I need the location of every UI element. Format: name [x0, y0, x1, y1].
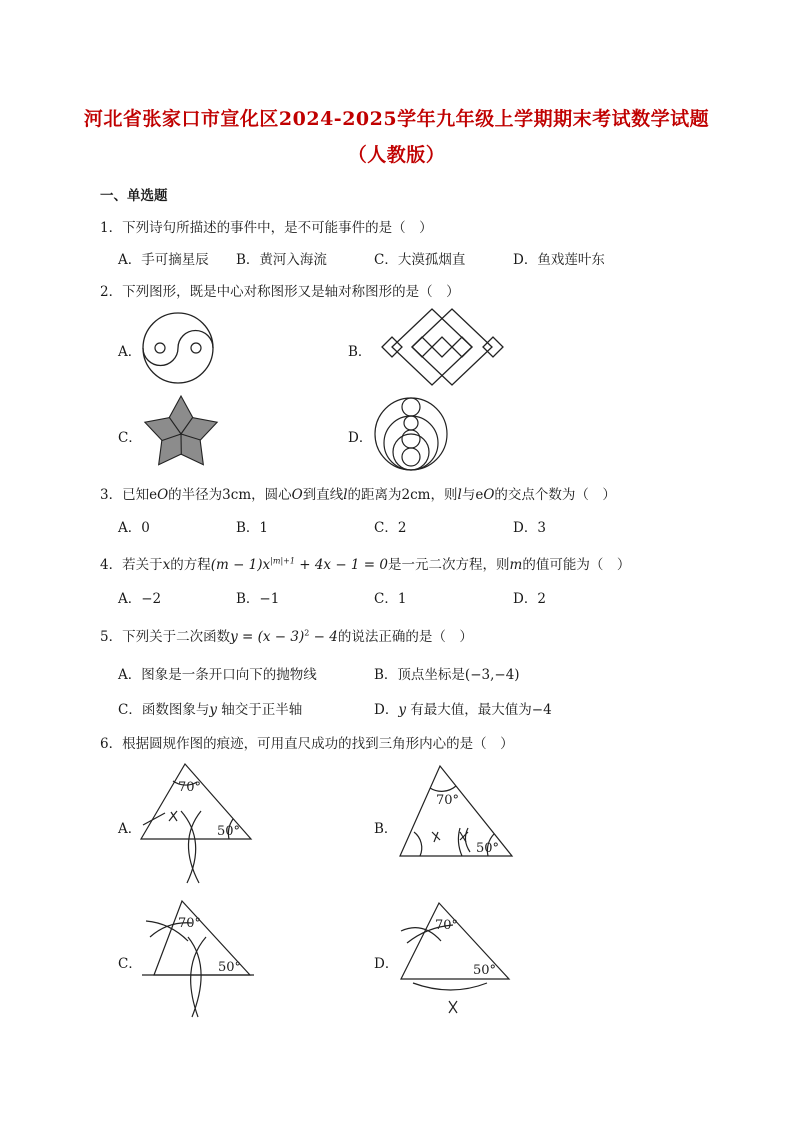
angle-label-right: 50° — [473, 963, 497, 978]
q5-option-a: A．图象是一条开口向下的抛物线 — [118, 667, 317, 683]
q3-option-b: B．1 — [236, 520, 269, 536]
q4-option-c: C．1 — [374, 591, 407, 607]
q4-option-a: A．−2 — [118, 591, 162, 607]
diamond-chain-figure — [370, 308, 515, 388]
triangle-figure-a — [135, 755, 265, 887]
question-3-stem: 3．已知eO的半径为3cm，圆心O到直线l的距离为2cm，则l与eO的交点个数为（ ） — [100, 487, 616, 503]
question-4-stem: 4．若关于x的方程$(m - 1)x^{|m|+1} + 4x - 1 = 0$是一元二次方程，则m的值可能为（ ） — [100, 556, 631, 573]
q2-label-b: B． — [348, 344, 372, 360]
q6-label-b: B． — [374, 821, 398, 837]
taiji-figure — [140, 310, 216, 386]
document-subtitle: （人教版） — [347, 144, 446, 166]
angle-label-top: 70° — [435, 918, 459, 933]
q1-option-b: B．黄河入海流 — [236, 252, 327, 268]
angle-label-top: 70° — [178, 780, 202, 795]
section-heading: 一、单选题 — [100, 188, 168, 204]
q4-option-b: B．−1 — [236, 591, 280, 607]
document-title: 河北省张家口市宣化区2024-2025学年九年级上学期期末考试数学试题 — [83, 108, 710, 130]
q4-option-d: D．2 — [513, 591, 546, 607]
triangle-figure-d — [395, 897, 517, 1021]
question-6-stem: 6．根据圆规作图的痕迹，可用直尺成功的找到三角形内心的是（ ） — [100, 736, 514, 752]
q3-option-a: A．0 — [118, 520, 150, 536]
question-2-stem: 2．下列图形，既是中心对称图形又是轴对称图形的是（ ） — [100, 284, 460, 300]
triangle-figure-c — [140, 895, 256, 1021]
question-5-stem: 5．下列关于二次函数$y = (x - 3)^2 - 4$的说法正确的是（ ） — [100, 628, 473, 645]
q1-option-c: C．大漠孤烟直 — [374, 252, 466, 268]
q6-label-a: A． — [118, 821, 142, 837]
nested-circles-figure — [372, 395, 450, 473]
q6-label-c: C． — [118, 956, 142, 972]
angle-label-right: 50° — [218, 960, 242, 975]
q6-label-d: D． — [374, 956, 399, 972]
pinwheel-figure — [138, 392, 224, 470]
angle-label-top: 70° — [178, 916, 202, 931]
q5-option-c: C．函数图象与y 轴交于正半轴 — [118, 702, 303, 718]
q1-option-d: D．鱼戏莲叶东 — [513, 252, 605, 268]
question-1-stem: 1．下列诗句所描述的事件中，是不可能事件的是（ ） — [100, 220, 433, 236]
q3-option-c: C．2 — [374, 520, 407, 536]
angle-label-top: 70° — [436, 793, 460, 808]
q1-option-a: A．手可摘星辰 — [118, 252, 209, 268]
q2-label-c: C． — [118, 430, 142, 446]
q3-option-d: D．3 — [513, 520, 546, 536]
q2-label-a: A． — [118, 344, 142, 360]
q2-label-d: D． — [348, 430, 373, 446]
angle-label-right: 50° — [476, 841, 500, 856]
triangle-figure-b — [396, 760, 518, 864]
q5-option-b: B．顶点坐标是(−3,−4) — [374, 667, 520, 683]
angle-label-right: 50° — [217, 824, 241, 839]
q5-option-d: D．y 有最大值，最大值为−4 — [374, 702, 552, 718]
